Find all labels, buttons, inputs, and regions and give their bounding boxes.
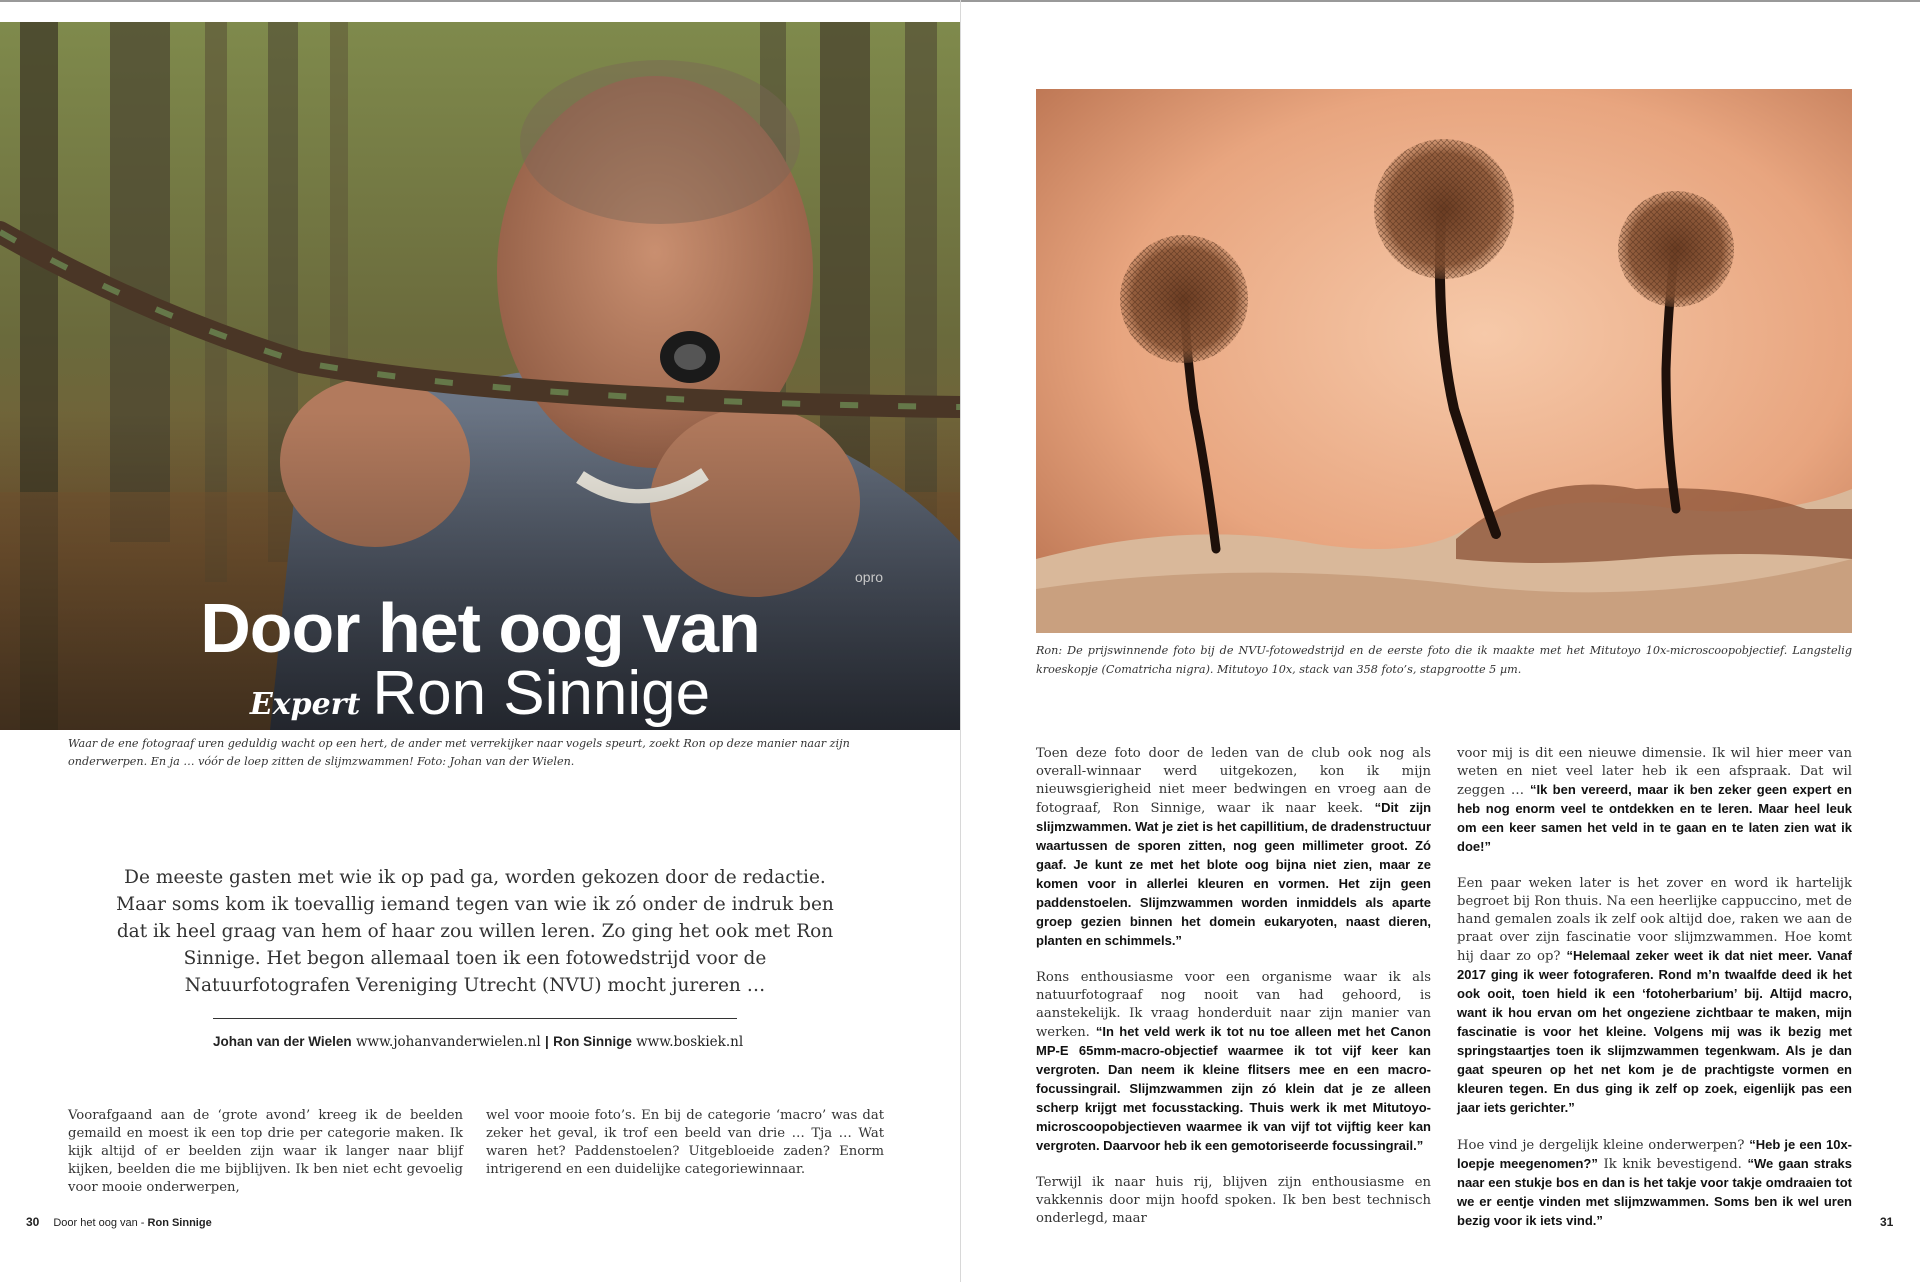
intro-divider — [213, 1018, 737, 1019]
expert-name: Ron Sinnige — [372, 659, 711, 728]
paragraph: Voorafgaand aan de ‘grote avond’ kreeg ik de beelden gemaild en moest ik een top drie per categorie maken. Ik kijk altijd of er beelden zijn waar ik langer naar blijf kijken, beelden die me bijblijven. Ik ben niet echt gevoelig voor mooie onderwerpen, — [68, 1108, 463, 1195]
paragraph: voor mij is dit een nieuwe dimensie. Ik wil hier meer van weten en niet veel later heb ik een afspraak. Dat wil zeggen … “Ik ben vereerd, maar ik ben zeker geen expert en heb nog enorm veel te ontdekken en te leren. Maar heel leuk om een keer samen het veld in te gaan en te laten zien wat ik doe!” — [1457, 746, 1852, 854]
camera-strap-brand: opro — [855, 569, 884, 585]
slime-mold-illustration — [1036, 89, 1852, 633]
author-name: Johan van der Wielen — [213, 1034, 352, 1049]
footer-dash: - — [137, 1217, 148, 1229]
slime-mold-photo — [1036, 89, 1852, 633]
page-gutter — [960, 0, 961, 1282]
right-body-column-1 — [1036, 745, 1431, 1246]
slime-mold-caption: Ron: De prijswinnende foto bij de NVU-fotowedstrijd en de eerste foto die ik maakte met het Mitutoyo 10x-microscoopobjectief. Langstelig kroeskopje (Comatricha nigra). Mitutoyo 10x, stack van 358 foto’s, stapgrootte 5 µm. — [1036, 644, 1852, 676]
right-body-column-2 — [1457, 745, 1852, 1249]
page-number: 30 — [26, 1215, 40, 1229]
intro-paragraph: De meeste gasten met wie ik op pad ga, worden gekozen door de redactie. Maar soms kom ik toevallig iemand tegen van wie ik zó onder de indruk ben dat ik heel graag van hem of haar zou willen leren. Zo ging het ook met Ron Sinnige. Het begon allemaal toen ik een fotowedstrijd voor de Natuurfotografen Vereniging Utrecht (NVU) mocht jureren … — [116, 867, 834, 996]
left-body-column-1 — [68, 1107, 463, 1215]
paragraph: Hoe vind je dergelijk kleine onderwerpen? “Heb je een 10x-loepje meegenomen?” Ik knik bevestigend. “We gaan straks naar een stukje bos en dan is het takje voor takje omdraaien tot we er eentje vinden met slijmzwammen. Soms ben ik wel uren bezig voor ik iets vind.” — [1457, 1137, 1853, 1228]
article-subtitle — [0, 658, 960, 729]
paragraph: Rons enthousiasme voor een organisme waar ik als natuurfotograaf nog nooit van had gehoord, is aanstekelijk. Ik vraag honderduit naar zijn manier van werken. “In het veld werk ik tot nu toe alleen met het Canon MP-E 65mm-macro-objectief waarmee ik tot vijf keer kan vergroten. Dan neem ik kleine flitsers mee en een macro-focussingrail. Slijmzwammen zijn zó klein dat je ze alleen scherp krijgt met focusstacking. Thuis werk ik met Mitutoyo-microscoopobjectieven waarmee ik van vijf tot vijftig keer kan vergroten. Daarvoor heb ik een gemotoriseerde focussingrail.” — [1036, 970, 1431, 1153]
guest-name: Ron Sinnige — [553, 1034, 632, 1049]
footer-guest: Ron Sinnige — [147, 1217, 212, 1229]
right-page-number: 31 — [1880, 1215, 1894, 1229]
hero-caption: Waar de ene fotograaf uren geduldig wacht op een hert, de ander met verrekijker naar vogels speurt, zoekt Ron op deze manier naar zijn onderwerpen. En ja … vóór de loep zitten de slijmzwammen! Foto: Johan van der Wielen. — [68, 737, 850, 768]
hero-photo — [0, 22, 960, 730]
footer-section: Door het oog van — [53, 1217, 138, 1229]
credits-line — [213, 1034, 773, 1050]
left-footer — [26, 1215, 212, 1229]
credits-separator: | — [545, 1034, 549, 1049]
left-body-column-2 — [486, 1107, 884, 1197]
paragraph: Terwijl ik naar huis rij, blijven zijn enthousiasme en vakkennis door mijn hoofd spoken. Ik ben best technisch onderlegd, maar — [1036, 1175, 1431, 1226]
author-url[interactable]: www.johanvanderwielen.nl — [355, 1034, 541, 1050]
expert-label: Expert — [249, 687, 361, 722]
paragraph: Een paar weken later is het zover en word ik hartelijk begroet bij Ron thuis. Na een heerlijke cappuccino, met de hand gemalen zoals ik zelf ook altijd doe, raken we aan de praat over zijn fascinatie voor slijmzwammen. Hoe komt hij daar zo op? “Helemaal zeker weet ik dat niet meer. Vanaf 2017 ging ik weer fotograferen. Rond m’n twaalfde deed ik het ook ooit, toen hield ik een ‘fotoherbarium’ bij. Altijd macro, want ik hou ervan om het ongeziene zichtbaar te maken, mijn fascinatie is voor het kleine. Volgens mij was ik bezig met springstaartjes toen ik slijmzwammen tegenkwam. Als je dan gaat speuren op het net kom je de prachtigste vormen en kleuren tegen. En dus ging ik zelf op zoek, eigenlijk pas een jaar iets gerichter.” — [1457, 876, 1852, 1115]
paragraph: Toen deze foto door de leden van de club ook nog als overall-winnaar werd uitgekozen, kon ik mijn nieuwsgierigheid niet meer bedwingen en vroeg aan de fotograaf, Ron Sinnige, waar ik naar keek. “Dit zijn slijmzwammen. Wat je ziet is het capillitium, de dradenstructuur waartussen de sporen zitten, nog geen millimeter groot. Zó gaaf. Je kunt ze met het blote oog bijna niet zien, maar ze komen voor in allerlei kleuren en vormen. Het zijn geen paddenstoelen. Slijmzwammen worden inmiddels als aparte groep gezien binnen het domein eukaryoten, naast dieren, planten en schimmels.” — [1036, 746, 1432, 948]
guest-url[interactable]: www.boskiek.nl — [636, 1034, 744, 1050]
article-title: Door het oog van — [200, 589, 760, 667]
paragraph: wel voor mooie foto’s. En bij de categorie ‘macro’ was dat zeker het geval, ik trof een beeld van drie … Tja … Wat waren het? Paddenstoelen? Uitgebloeide zaden? Enorm intrigerend en een duidelijke categoriewinnaar. — [486, 1108, 884, 1177]
